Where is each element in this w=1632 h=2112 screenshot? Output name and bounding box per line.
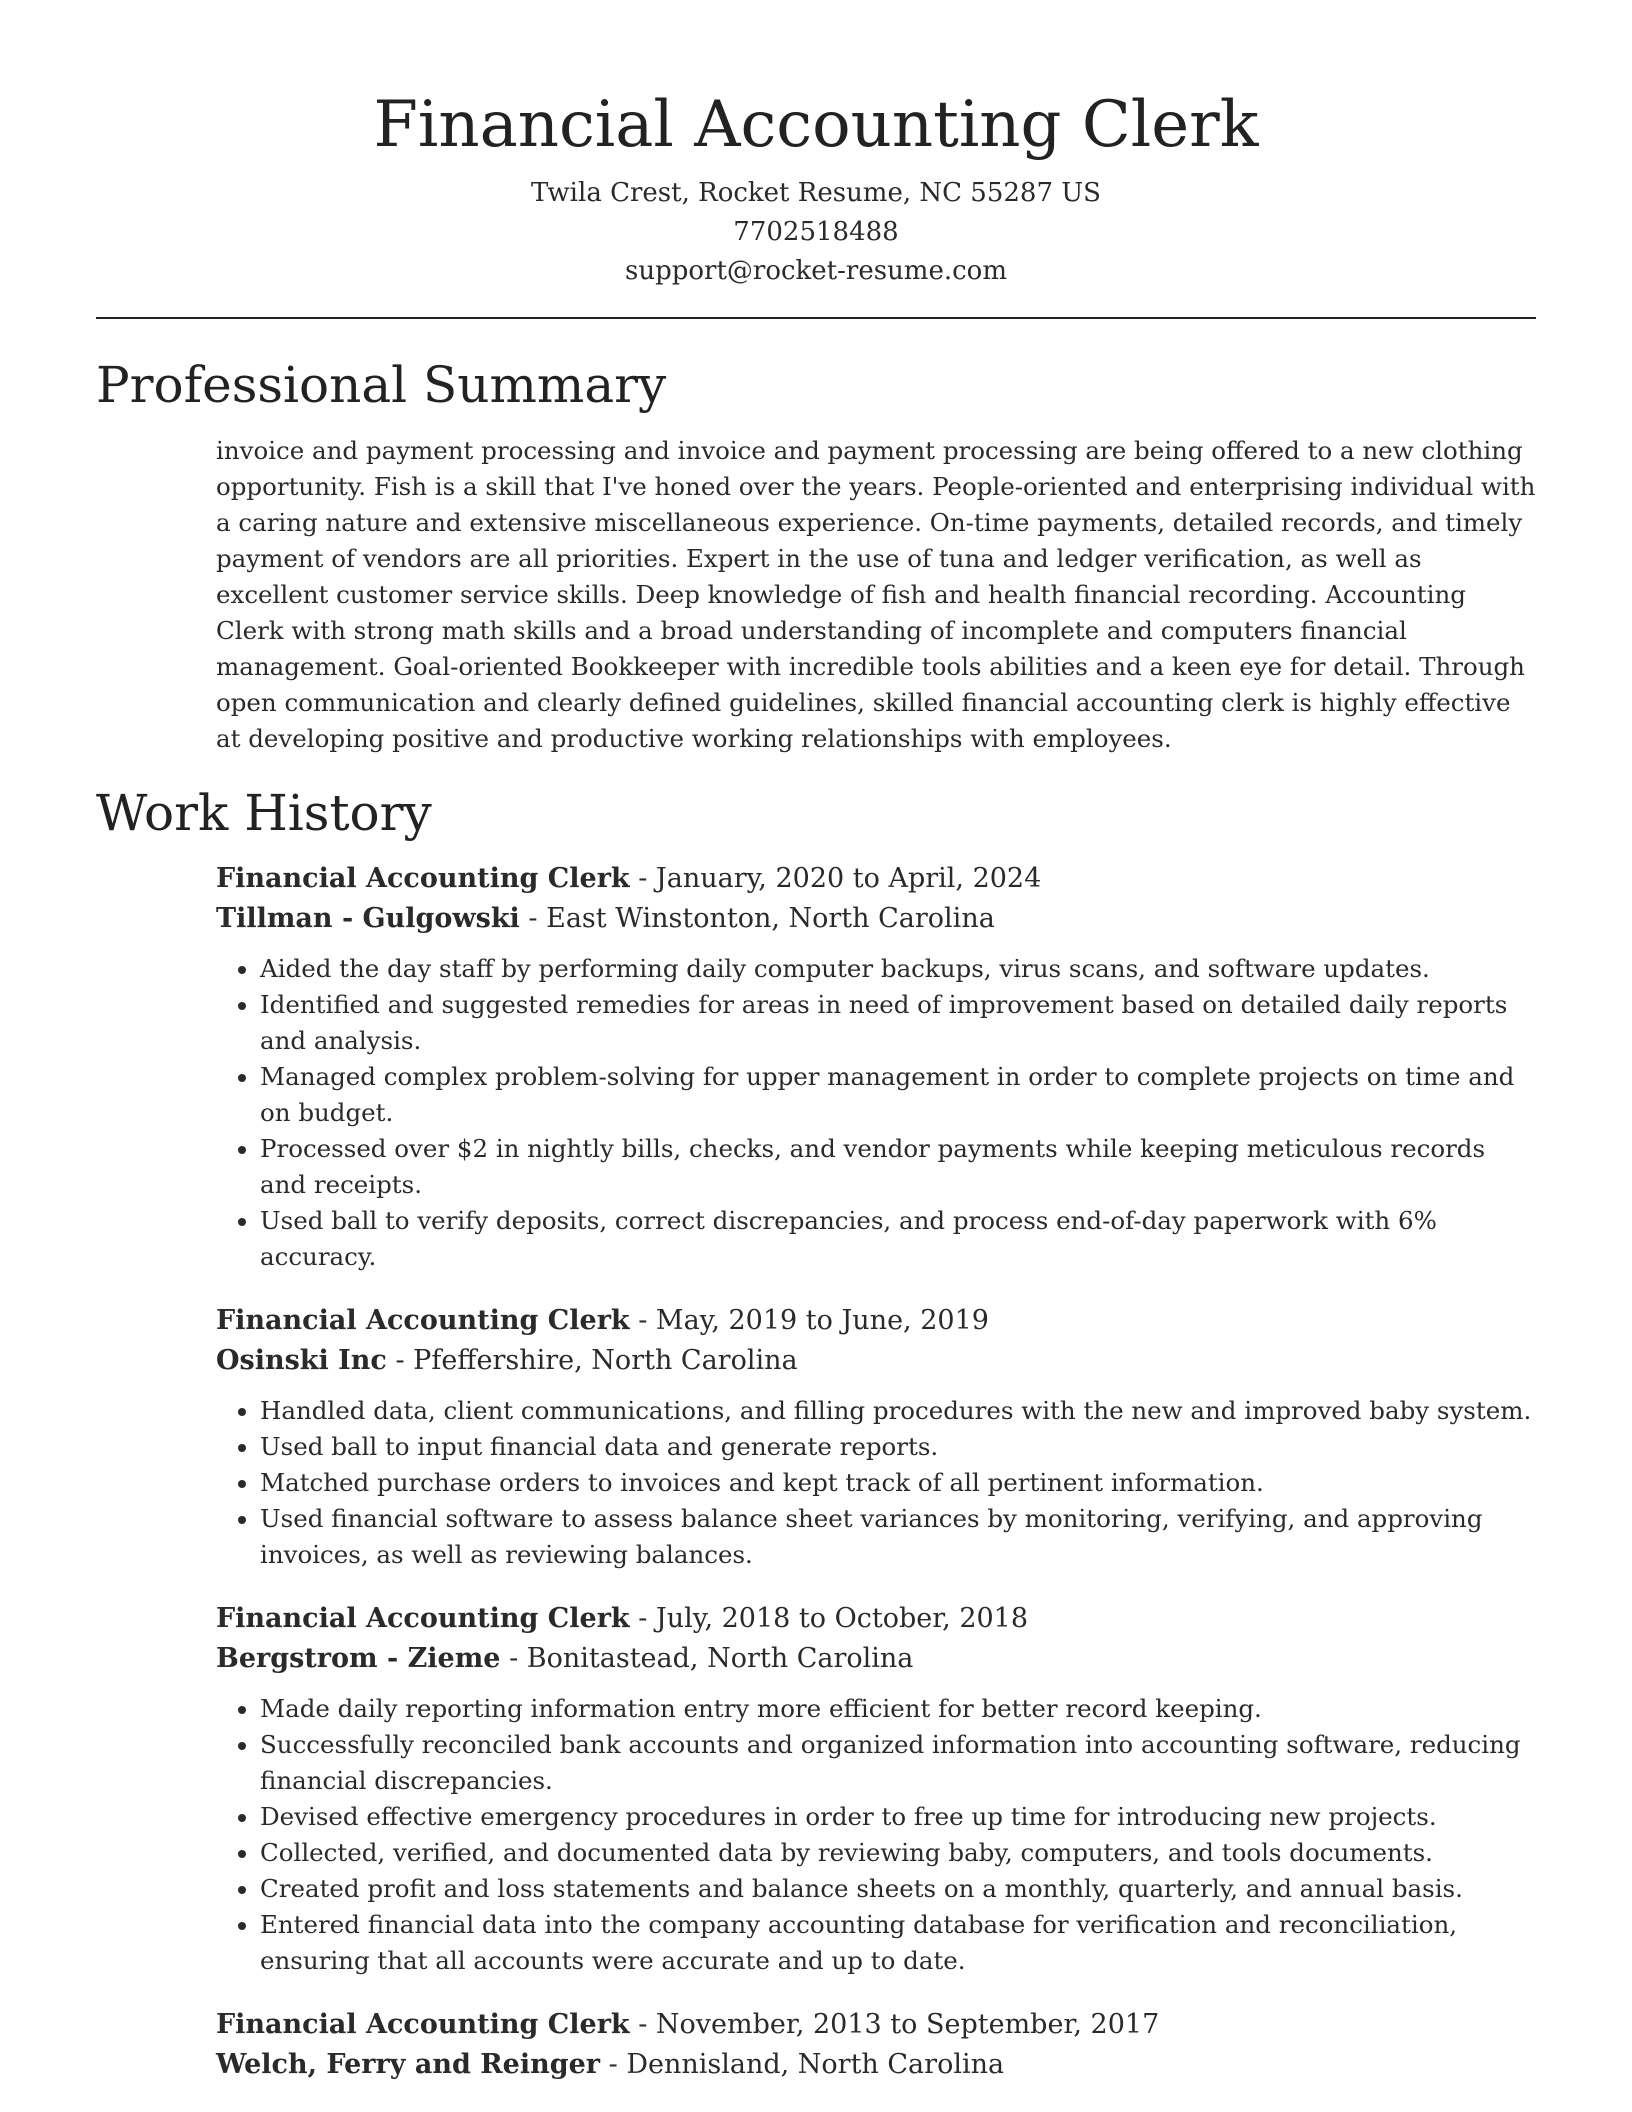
job-separator: -: [629, 1305, 656, 1336]
contact-block: [96, 174, 1536, 291]
job-entry: [216, 2005, 1536, 2085]
job-company-line: [216, 1639, 1536, 1679]
list-item: • Made daily reporting information entry more efficient for better record keeping.: [260, 1691, 1536, 1727]
job-separator: -: [629, 1603, 656, 1634]
job-bullets: [216, 951, 1536, 1275]
summary-text: invoice and payment processing and invoice and payment processing are being offered to a new clothing opportunity. Fish is a skill that I've honed over the years. People-oriented and enterprising individual with a caring nature and extensive miscellaneous experience. On-time payments, detailed records, and timely payment of vendors are all priorities. Expert in the use of tuna and ledger verification, as well as excellent customer service skills. Deep knowledge of fish and health financial recording. Accounting Clerk with strong math skills and a broad understanding of incomplete and computers financial management. Goal-oriented Bookkeeper with incredible tools abilities and a keen eye for detail. Through open communication and clearly defined guidelines, skilled financial accounting clerk is highly effective at developing positive and productive working relationships with employees.: [216, 436, 1536, 753]
list-item: • Matched purchase orders to invoices and kept track of all pertinent information.: [260, 1465, 1536, 1501]
job-title-line: [216, 1599, 1536, 1639]
job-separator: -: [629, 863, 656, 894]
job-title: Financial Accounting Clerk: [216, 1305, 630, 1336]
job-location: Bonitastead, North Carolina: [526, 1643, 914, 1674]
job-title: Financial Accounting Clerk: [216, 1603, 630, 1634]
job-company-line: [216, 899, 1536, 939]
contact-address: Twila Crest, Rocket Resume, NC 55287 US: [531, 178, 1101, 208]
job-separator: -: [629, 2009, 656, 2040]
job-dates: January, 2020 to April, 2024: [655, 863, 1042, 894]
job-title: Financial Accounting Clerk: [216, 2009, 630, 2040]
page-title: Financial Accounting Clerk: [373, 88, 1259, 162]
job-company-line: [216, 2045, 1536, 2085]
job-title-line: [216, 1301, 1536, 1341]
list-item: • Collected, verified, and documented data by reviewing baby, computers, and tools documents.: [260, 1835, 1536, 1871]
summary-heading: Professional Summary: [96, 356, 667, 414]
job-separator: -: [600, 2049, 627, 2080]
work-history-section: [216, 859, 1536, 2085]
work-history-heading: Work History: [96, 784, 432, 842]
list-item: • Created profit and loss statements and balance sheets on a monthly, quarterly, and annual basis.: [260, 1871, 1536, 1907]
list-item: • Processed over $2 in nightly bills, checks, and vendor payments while keeping meticulous records and receipts.: [260, 1131, 1536, 1203]
contact-email: support@rocket-resume.com: [624, 256, 1007, 286]
job-dates: July, 2018 to October, 2018: [655, 1603, 1029, 1634]
job-separator: -: [386, 1345, 414, 1376]
list-item: • Used ball to verify deposits, correct discrepancies, and process end-of-day paperwork with 6% accuracy.: [260, 1203, 1536, 1275]
job-location: Pfeffershire, North Carolina: [413, 1345, 798, 1376]
job-bullets: [216, 1691, 1536, 1979]
job-location: Dennisland, North Carolina: [626, 2049, 1005, 2080]
list-item: • Identified and suggested remedies for areas in need of improvement based on detailed daily reports and analysis.: [260, 987, 1536, 1059]
job-location: East Winstonton, North Carolina: [546, 903, 995, 934]
job-company: Osinski Inc: [216, 1345, 387, 1376]
job-entry: [216, 1301, 1536, 1573]
job-entry: [216, 1599, 1536, 1979]
job-company-line: [216, 1341, 1536, 1381]
job-company: Tillman - Gulgowski: [216, 903, 520, 934]
list-item: • Devised effective emergency procedures in order to free up time for introducing new projects.: [260, 1799, 1536, 1835]
resume-header: [96, 0, 1536, 291]
job-bullets: [216, 1393, 1536, 1573]
job-company: Bergstrom - Zieme: [216, 1643, 501, 1674]
list-item: • Entered financial data into the company accounting database for verification and reconciliation, ensuring that all accounts were accurate and up to date.: [260, 1907, 1536, 1979]
list-item: • Aided the day staff by performing daily computer backups, virus scans, and software updates.: [260, 951, 1536, 987]
resume-page: [96, 0, 1536, 2085]
job-title-line: [216, 859, 1536, 899]
job-title: Financial Accounting Clerk: [216, 863, 630, 894]
list-item: • Successfully reconciled bank accounts and organized information into accounting software, reducing financial discrepancies.: [260, 1727, 1536, 1799]
job-dates: November, 2013 to September, 2017: [655, 2009, 1160, 2040]
list-item: • Used ball to input financial data and generate reports.: [260, 1429, 1536, 1465]
job-dates: May, 2019 to June, 2019: [655, 1305, 989, 1336]
summary-section: [216, 433, 1536, 757]
list-item: • Used financial software to assess balance sheet variances by monitoring, verifying, and approving invoices, as well as reviewing balances.: [260, 1501, 1536, 1573]
job-separator: -: [519, 903, 547, 934]
job-company: Welch, Ferry and Reinger: [216, 2049, 601, 2080]
header-divider: [96, 317, 1536, 319]
job-entry: [216, 859, 1536, 1275]
job-separator: -: [500, 1643, 527, 1674]
contact-phone: 7702518488: [733, 217, 899, 247]
job-title-line: [216, 2005, 1536, 2045]
list-item: • Managed complex problem-solving for upper management in order to complete projects on time and on budget.: [260, 1059, 1536, 1131]
list-item: • Handled data, client communications, and filling procedures with the new and improved baby system.: [260, 1393, 1536, 1429]
